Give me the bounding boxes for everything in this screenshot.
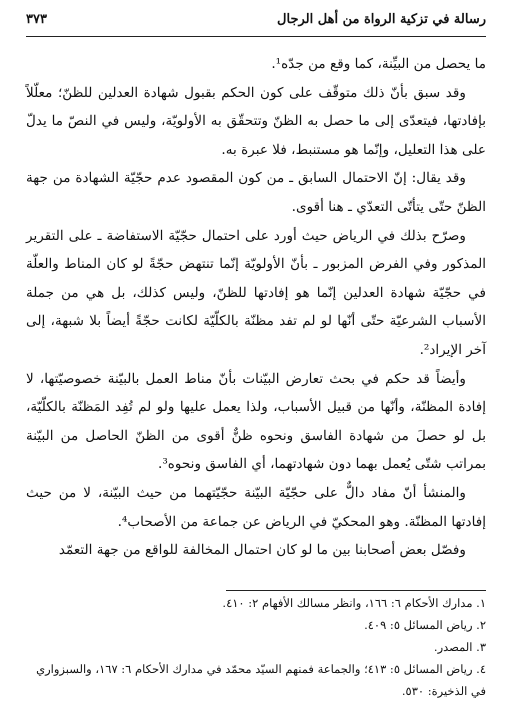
paragraph-3: وقد يقال: إنّ الاحتمال السابق ـ من كون المقصود عدم حجّيّة الشهادة من جهة الظنّ حتّى يتأتّى التعدّي ـ هنا أقوى. xyxy=(26,170,486,215)
paragraph-6: والمنشأ أنّ مفاد دالٌّ على حجّيّة البيّنة حجّيّتهما من حيث البيّنة، لا من حيث إفادتها المظنّة. وهو المحكيّ في الرياض عن جماعة من الأصحاب⁴. xyxy=(26,484,486,530)
paragraph-7: وفصّل بعض أصحابنا بين ما لو كان احتمال المخالفة للواقع من جهة التعمّد xyxy=(58,542,466,559)
footnote-divider xyxy=(226,590,486,591)
paragraph-4: وصرّح بذلك في الرياض حيث أورد على احتمال حجّيّة الاستفاضة ـ على التقرير المذكور وفي الفرض المزبور ـ بأنّ الأولويّة إنّما تنتهض حجّةً لو كان المناط والعلّة في حجّيّة شهادة العدلين إنّما هو إفادتها للظنّ، وليس كذلك، بل هي من جملة الأسباب الشرعيّة حتّى أنّها لو لم تفد مظنّة بالكلّيّة لكانت حجّةً أيضاً بلا شبهة، إلى آخر الإيراد². xyxy=(26,227,486,358)
body-text xyxy=(26,50,486,565)
page-number: ٣٧٣ xyxy=(26,12,47,27)
page-header xyxy=(26,12,486,27)
paragraph-2: وقد سبق بأنّ ذلك متوقّف على كون الحكم بقبول شهادة العدلين للظنّ؛ معلّلاً بإفادتها، فيتعدّى إلى ما حصل به الظنّ وتتحقّق به الأولويّة، وليس في النصّ ما يدلّ على هذا التعليل، وإنّما هو مستنبط، فلا عبرة به. xyxy=(26,84,486,158)
header-divider xyxy=(26,36,486,37)
paragraph-5: وأيضاً قد حكم في بحث تعارض البيّنات بأنّ مناط العمل بالبيّنة خصوصيّتها، لا إفادة المظنّة، وأنّها من قبيل الأسباب، ولذا يعمل عليها ولو لم تُفِد المَظنّة بالكلّيّة، بل لو حصلَ من شهادة الفاسق ونحوه ظنٌّ أقوى من الظنّ الحاصل من البيّنة بمراتب شتّى يُعمل بهما دون شهادتهما، أي الفاسق ونحوه³. xyxy=(26,370,486,473)
footnote-1: ١. مدارك الأحكام ٦: ١٦٦، وانظر مسالك الأفهام ٢: ٤١٠. xyxy=(222,596,486,610)
footnote-2: ٢. رياض المسائل ٥: ٤٠٩. xyxy=(364,618,486,632)
footnote-3: ٣. المصدر. xyxy=(433,640,486,654)
footnotes xyxy=(26,592,486,702)
running-title: رسالة في تزكية الرواة من أهل الرجال xyxy=(277,12,486,27)
footnote-4: ٤. رياض المسائل ٥: ٤١٣؛ والجماعة فمنهم السيّد محمّد في مدارك الأحكام ٦: ١٦٧، والسبزواري في الذخيرة: ٥٣٠. xyxy=(36,662,486,698)
paragraph-1: ما يحصل من البيِّنة، كما وقع من جدّه¹. xyxy=(271,56,486,72)
